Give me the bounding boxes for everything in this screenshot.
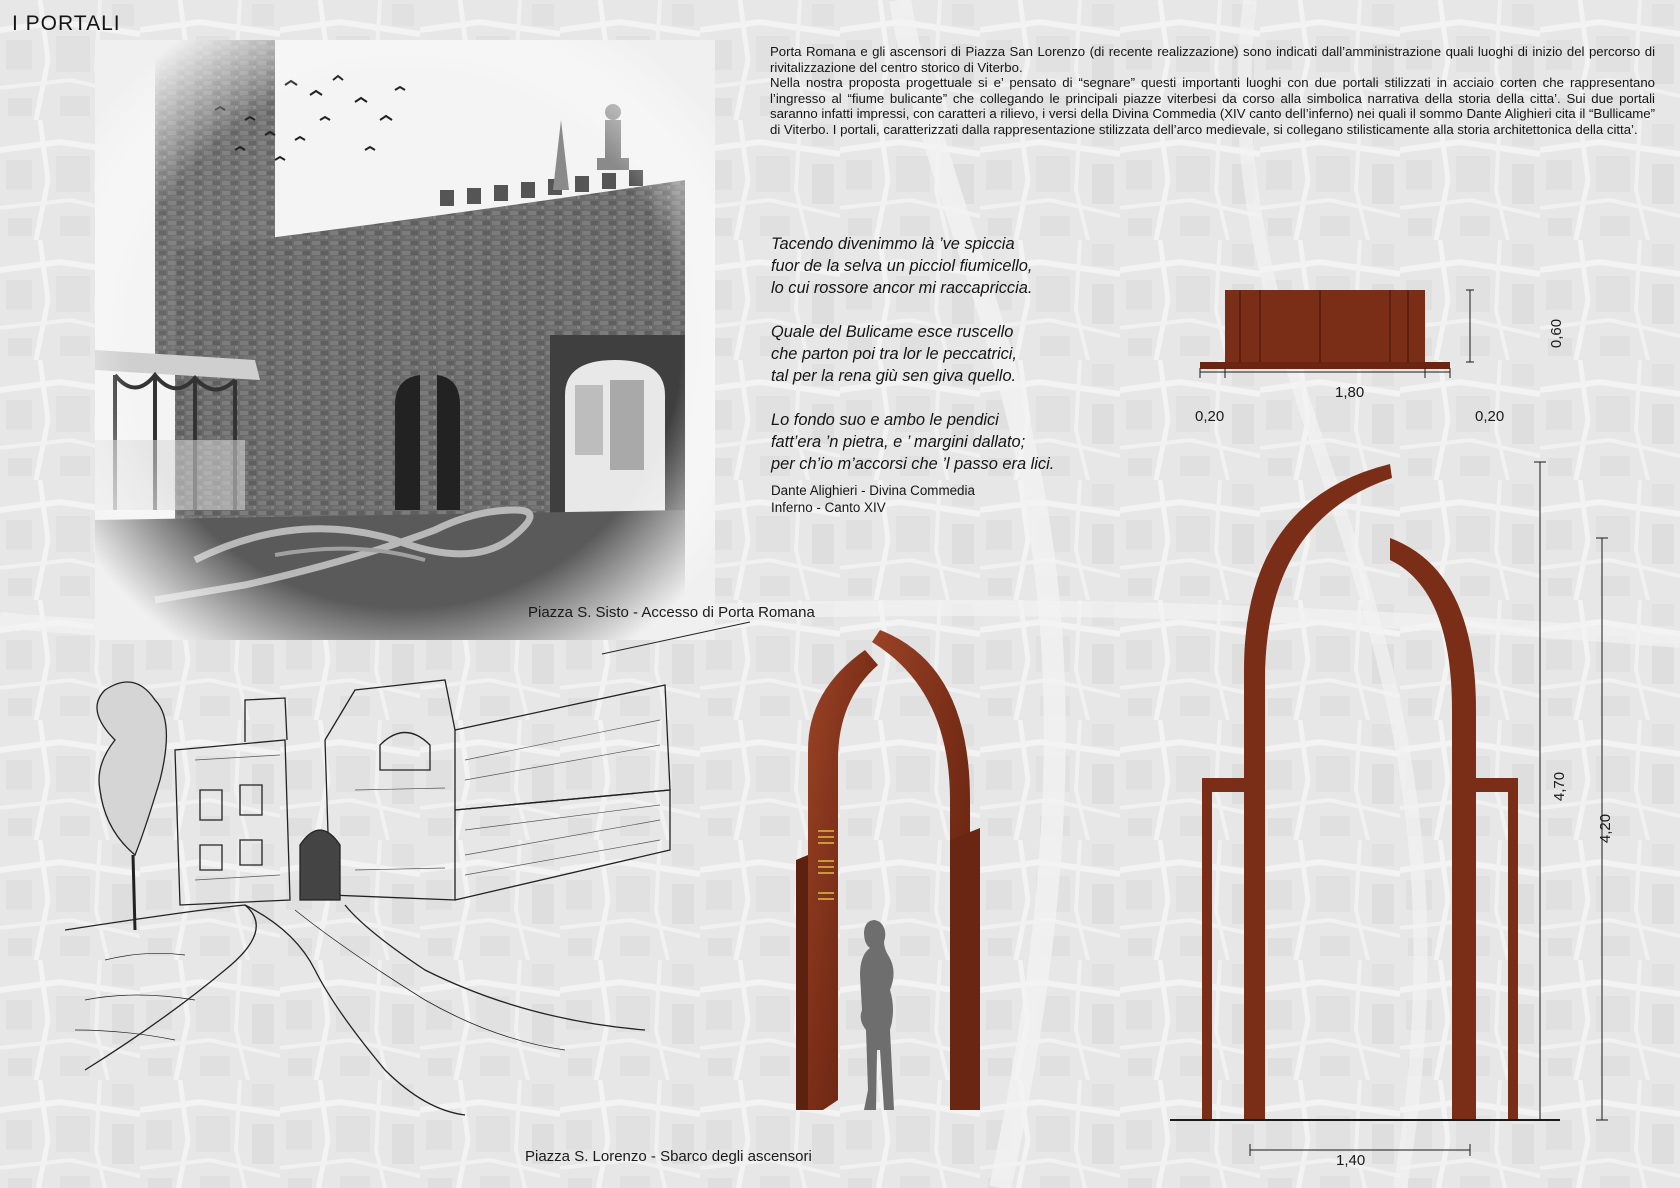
poem-line: che parton poi tra lor le peccatrici, (771, 345, 1017, 363)
poem-line: tal per la rena giù sen giva quello. (771, 367, 1017, 385)
dim-plan-left-offset: 0,20 (1195, 408, 1225, 425)
road-edge (65, 905, 256, 1070)
caption-leader-line (600, 616, 760, 656)
arch-gate-sketch (300, 830, 340, 900)
poem-line: Lo fondo suo e ambo le pendici (771, 411, 999, 429)
intro-paragraph-1: Porta Romana e gli ascensori di Piazza San Lorenzo (di recente realizzazione) sono indicati dall’amministrazione quali luoghi di inizio del percorso di rivitalizzazione del centro storico di Viterbo. (770, 44, 1655, 75)
elevation-left-arch (1244, 464, 1392, 1120)
poem-line: fuor de la selva un picciol fiumicello, (771, 257, 1033, 275)
tree-trunk (133, 855, 135, 930)
person-silhouette (860, 920, 894, 1110)
piazza-san-sisto-photo (95, 40, 715, 640)
portal-left-frame (796, 855, 808, 1110)
piazza-san-lorenzo-sketch (45, 670, 685, 1120)
intro-text (770, 44, 1655, 138)
poem-stanza-2 (771, 321, 1151, 387)
tree-sketch (97, 682, 166, 855)
dim-elevation-opening-width: 1,40 (1336, 1152, 1366, 1169)
dante-poem (771, 233, 1151, 475)
poem-line: per ch’io m’accorsi che ’l passo era lici. (771, 455, 1055, 473)
poem-author: Dante Alighieri - Divina Commedia (771, 483, 975, 498)
dim-plan-depth: 0,60 (1548, 318, 1566, 349)
plan-base (1200, 362, 1450, 369)
portal-elevation-view (1130, 460, 1650, 1160)
intro-paragraph-2: Nella nostra proposta progettuale si e’ pensato di “segnare” questi importanti luoghi con due portali stilizzati in acciaio corten che rappresentano l’ingresso al “fiume bulicante” che collegando le principali piazze viterbesi da corso alla simbolica narrativa della storia della citta’. Sui due portali saranno infatti impressi, con caratteri a rilievo, i versi della Divina Commedia (XIV canto dell’inferno) nei quali il sommo Dante Alighieri cita il “Bullicame” di Viterbo. I portali, caratterizzati dalla rappresentazione stilizzata dell’arco medievale, si collegano stilisticamente alla storia architettonica della citta’. (770, 75, 1655, 137)
poem-stanza-1 (771, 233, 1151, 299)
dim-plan-width: 1,80 (1335, 384, 1365, 401)
poem-stanza-3 (771, 409, 1151, 475)
elevation-right-arch (1390, 538, 1476, 1120)
elevation-left-frame (1202, 778, 1244, 1120)
poem-credit (771, 482, 975, 516)
poem-source: Inferno - Canto XIV (771, 500, 886, 515)
poem-line: fatt’era ’n pietra, e ’ margini dallato; (771, 433, 1026, 451)
building-sketch (175, 740, 290, 905)
wall-sketch (455, 685, 670, 810)
poem-line: Tacendo divenimmo là ’ve spiccia (771, 235, 1015, 253)
elevation-right-frame (1476, 778, 1518, 1120)
dim-plan-right-offset: 0,20 (1475, 408, 1505, 425)
portal-3d-render (780, 630, 1020, 1110)
portal-plan-view (1180, 280, 1520, 430)
church-pediment (325, 680, 455, 740)
dim-elevation-side-height: 4,20 (1597, 813, 1615, 844)
page-title: I PORTALI (12, 12, 121, 35)
poem-line: lo cui rossore ancor mi raccapriccia. (771, 279, 1033, 297)
photo-caption: Piazza S. Sisto - Accesso di Porta Romana (528, 604, 815, 621)
portal-right-frame (950, 828, 980, 1110)
dim-elevation-total-height: 4,70 (1551, 771, 1569, 802)
photo-vignette (95, 40, 715, 640)
plan-body (1225, 290, 1425, 362)
sketch-caption: Piazza S. Lorenzo - Sbarco degli ascensori (525, 1148, 812, 1165)
poem-line: Quale del Bulicame esce ruscello (771, 323, 1014, 341)
